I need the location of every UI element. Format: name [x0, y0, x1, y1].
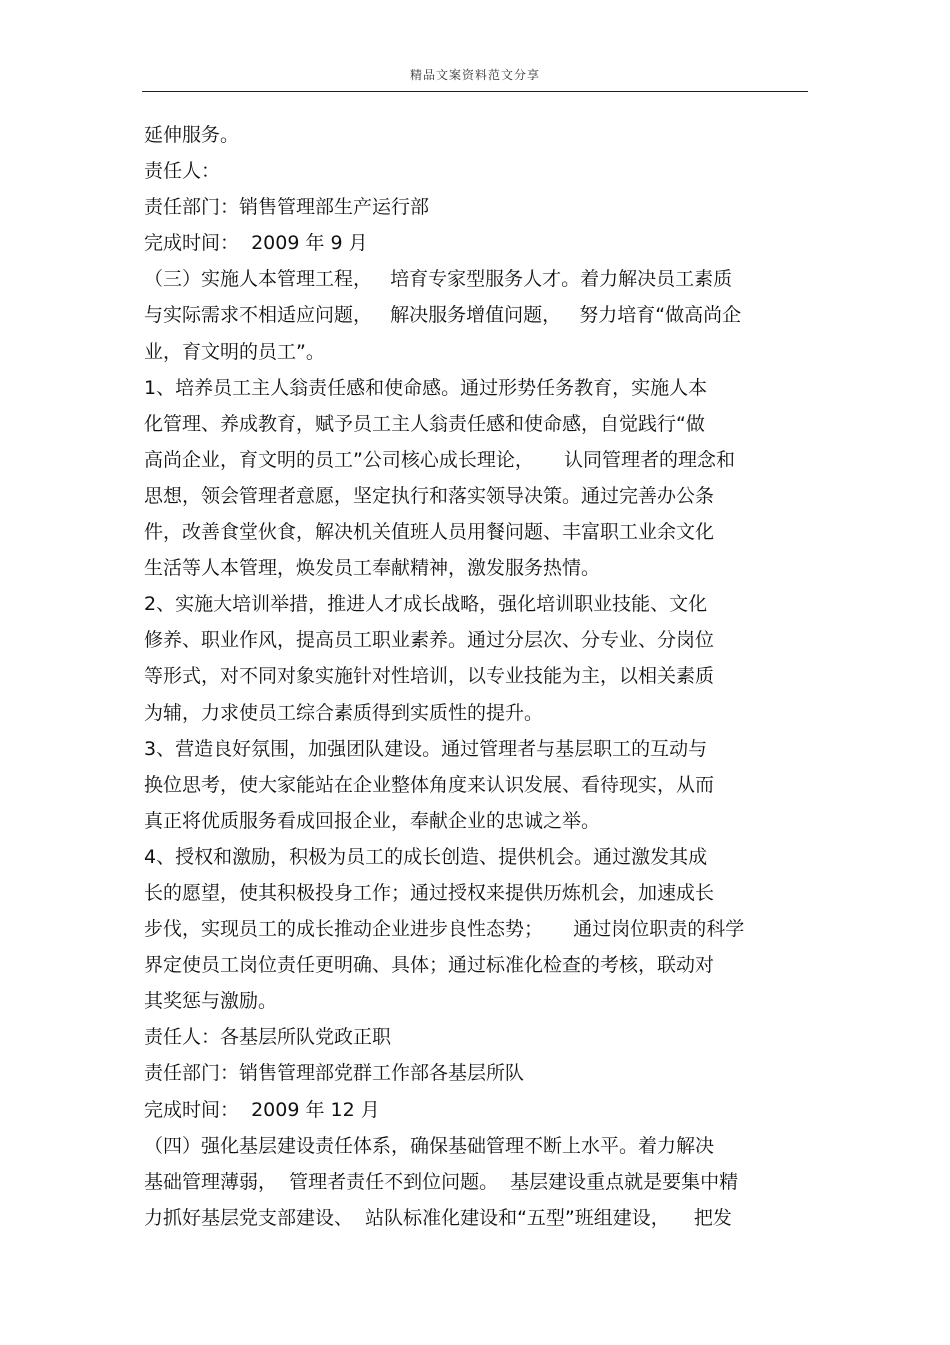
text-line: （三）实施人本管理工程， 培育专家型服务人才。着力解决员工素质	[144, 268, 733, 291]
text-line: 为辅，力求使员工综合素质得到实质性的提升。	[144, 701, 544, 724]
text-line: 3、营造良好氛围，加强团队建设。通过管理者与基层职工的互动与	[144, 737, 708, 760]
page-header: 精品文案资料范文分享	[409, 68, 540, 82]
text-line: 责任部门：销售管理部党群工作部各基层所队	[144, 1062, 525, 1085]
text-line: 长的愿望，使其积极投身工作；通过授权来提供历炼机会，加速成长	[144, 881, 715, 904]
text-line: 生活等人本管理，焕发员工奉献精神，激发服务热情。	[144, 557, 601, 580]
text-line: 4、授权和激励，积极为员工的成长创造、提供机会。通过激发其成	[144, 845, 708, 868]
text-line: 修养、职业作风，提高员工职业素养。通过分层次、分专业、分岗位	[144, 629, 715, 652]
text-line: 基础管理薄弱， 管理者责任不到位问题。 基层建设重点就是要集中精	[144, 1170, 739, 1193]
document-body	[144, 117, 824, 1236]
text-line: 思想，领会管理者意愿，坚定执行和落实领导决策。通过完善办公条	[144, 484, 715, 507]
text-line: 延伸服务。	[144, 124, 240, 146]
text-line: 1、培养员工主人翁责任感和使命感。通过形势任务教育，实施人本	[144, 376, 708, 399]
text-line: 完成时间： 2009 年 9 月	[144, 232, 368, 255]
text-line: 业，育文明的员工”。	[144, 340, 325, 363]
text-line: 高尚企业，育文明的员工”公司核心成长理论， 认同管理者的理念和	[144, 448, 736, 471]
text-line: 责任人：	[144, 160, 221, 183]
text-line: 力抓好基层党支部建设、 站队标准化建设和“五型”班组建设， 把发	[144, 1206, 732, 1229]
text-line: 完成时间： 2009 年 12 月	[144, 1098, 380, 1121]
text-line: 与实际需求不相适应问题， 解决服务增值问题， 努力培育“做高尚企	[144, 304, 742, 327]
text-line: 责任部门：销售管理部生产运行部	[144, 196, 430, 219]
header-divider	[142, 91, 808, 92]
text-line: 等形式，对不同对象实施针对性培训，以专业技能为主，以相关素质	[144, 665, 715, 688]
text-line: 界定使员工岗位责任更明确、具体；通过标准化检查的考核，联动对	[144, 954, 715, 977]
text-line: 件，改善食堂伙食，解决机关值班人员用餐问题、丰富职工业余文化	[144, 521, 715, 544]
text-line: 换位思考，使大家能站在企业整体角度来认识发展、看待现实，从而	[144, 773, 715, 796]
text-line: 其奖惩与激励。	[144, 990, 278, 1013]
text-line: 步伐，实现员工的成长推动企业进步良性态势； 通过岗位职责的科学	[144, 918, 745, 941]
text-line: 2、实施大培训举措，推进人才成长战略，强化培训职业技能、文化	[144, 593, 708, 616]
text-line: 真正将优质服务看成回报企业，奉献企业的忠诚之举。	[144, 809, 601, 832]
text-line: （四）强化基层建设责任体系，确保基础管理不断上水平。着力解决	[144, 1134, 715, 1157]
text-line: 化管理、养成教育，赋予员工主人翁责任感和使命感，自觉践行“做	[144, 412, 705, 435]
text-line: 责任人：各基层所队党政正职	[144, 1026, 392, 1049]
